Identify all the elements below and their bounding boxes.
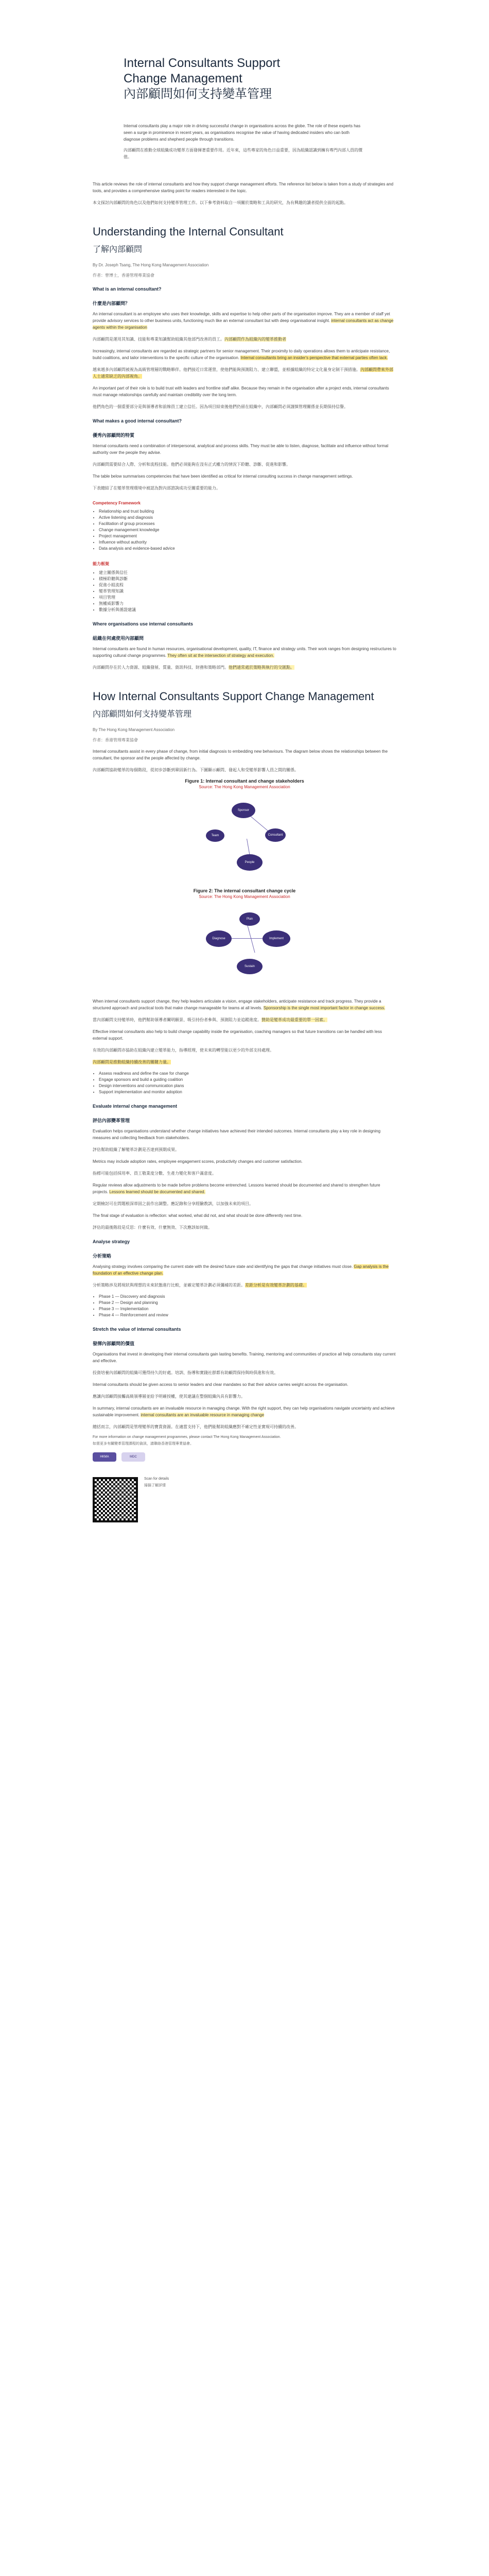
body-paragraph: 應讓內部顧問接觸高級領導層並給予明確授權，使其建議在整個組織內具有影響力。 — [93, 1394, 245, 1399]
figure-source: Source: The Hong Kong Management Association — [199, 894, 290, 899]
highlight: Gap analysis is the foundation of an effective change plan. — [93, 1264, 389, 1276]
list-item: • Project management — [99, 533, 396, 539]
body-paragraph: Organisations that invest in developing their internal consultants gain lasting benefits. Training, mentoring and communities of practice all help consultants stay current and effective. — [93, 1352, 396, 1363]
intro-zh: 內部顧問在推動全球組織成功變革方面發揮著重要作用。近年來，這些專家的角色日益重要，因為組織認識到擁有專門內部人員的價值。 — [124, 148, 362, 159]
list-item: • Assess readiness and define the case for change — [99, 1071, 396, 1077]
question-heading: Analyse strategy — [93, 1239, 130, 1244]
body-paragraph: When internal consultants support change, they help leaders articulate a vision, engage stakeholders, anticipate resistance and track progress. They provide a structured approach and practical tools that make change manageable for teams at all levels. — [93, 999, 381, 1010]
section-heading: How Internal Consultants Support Change Management — [93, 690, 374, 703]
body-paragraph: The final stage of evaluation is reflection: what worked, what did not, and what should be done differently next time. — [93, 1213, 303, 1218]
list-item: • 積極聆聽與診斷 — [99, 576, 396, 582]
list-item: • Facilitation of group processes — [99, 521, 396, 527]
body-paragraph: 本文探討內部顧問的角色以及他們如何支持變革管理工作。以下參考資料取自一項關於策略和工具的研究，為有興趣的讀者提供全面的起點。 — [93, 200, 348, 205]
list-item: • 項目管理 — [99, 595, 396, 601]
hkma-logo: HKMA — [93, 1452, 116, 1462]
highlight: 內部顧問是推動組織持續改善的關鍵力量。 — [93, 1060, 171, 1064]
body-paragraph: 定期檢討可在問題根深蒂固之前作出調整。應記錄和分享經驗教訓，以加強未來的項目。 — [93, 1201, 253, 1206]
highlight: Lessons learned should be documented and shared. — [109, 1190, 205, 1194]
diagram-node-consultant: Consultant — [265, 828, 286, 842]
highlight: internal consultants are an invaluable resource in managing change — [141, 1413, 265, 1417]
list-item: • 數據分析與循證建議 — [99, 607, 396, 613]
body-paragraph: Regular reviews allow adjustments to be made before problems become entrenched. Lessons learned should be documented and shared to strengthen future projects. — [93, 1183, 380, 1194]
highlight: Sponsorship is the single most important factor in change success. — [263, 1006, 386, 1010]
list-item: • Change management knowledge — [99, 527, 396, 533]
figure-source: Source: The Hong Kong Management Association — [199, 785, 290, 789]
footer-note: For more information on change management programmes, please contact The Hong Kong Management Association. — [93, 1435, 281, 1439]
list-item: • Engage sponsors and build a guiding coalition — [99, 1077, 396, 1083]
body-paragraph: 他們角色的一個重要部分是與領導者和前線員工建立信任。因為項目結束後他們仍留在組織中，內部顧問必須謹慎管理關係並長期保持信譽。 — [93, 404, 348, 409]
section-heading: Understanding the Internal Consultant — [93, 225, 284, 238]
intro-en: Internal consultants play a major role in driving successful change in organisations across the globe. The role of these experts has seen a surge in prominence in recent years, as organisations recognise the value of having dedicated insiders who can both diagnose problems and shepherd people through transitions. — [124, 124, 361, 142]
diagram-node-team: Team — [206, 829, 224, 842]
list-item: • Design interventions and communication plans — [99, 1083, 396, 1089]
question-heading: Stretch the value of internal consultants — [93, 1327, 181, 1332]
body-paragraph: Effective internal consultants also help to build change capability inside the organisation, coaching managers so that future transitions can be handled with less external support. — [93, 1029, 382, 1041]
list-item: • Phase 3 — Implementation — [99, 1306, 396, 1312]
list-item: • Active listening and diagnosis — [99, 515, 396, 521]
question-heading-zh: 分析策略 — [93, 1253, 112, 1259]
byline: By Dr. Joseph Tsang, The Hong Kong Management Association — [93, 263, 209, 267]
question-heading-zh: 什麼是內部顧問？ — [93, 301, 130, 306]
question-heading: Evaluate internal change management — [93, 1104, 178, 1109]
intro — [124, 123, 365, 160]
list-item: • 建立關係與信任 — [99, 570, 396, 576]
list-item: • Phase 1 — Discovery and diagnosis — [99, 1294, 396, 1300]
body-paragraph: 有效的內部顧問亦協助在組織內建立變革能力，指導經理，使未來的轉型能以更少的外部支持處理。 — [93, 1048, 274, 1053]
body-paragraph: Internal consultants assist in every phase of change, from initial diagnosis to embedding new behaviours. The diagram below shows the relationships between the consultant, the sponsor and the people affected by change. — [93, 749, 388, 760]
list-item: • Influence without authority — [99, 539, 396, 546]
list-item: • 促進小組流程 — [99, 582, 396, 588]
list-item: • Data analysis and evidence-based advice — [99, 546, 396, 552]
body-paragraph: Metrics may include adoption rates, employee engagement scores, productivity changes and customer satisfaction. — [93, 1159, 303, 1164]
question-heading: Where organisations use internal consultants — [93, 621, 194, 626]
question-heading-zh: 發揮內部顧問的價值 — [93, 1341, 135, 1346]
diagram-node-implement: Implement — [263, 930, 290, 947]
body-paragraph: In summary, internal consultants are an invaluable resource in managing change. With the right support, they can help organisations navigate uncertainty and achieve sustainable improvement. — [93, 1406, 395, 1417]
list-item: • 變革管理知識 — [99, 588, 396, 595]
body-paragraph: 下表總結了在變革管理環境中被認為對內部諮詢成功至關重要的能力。 — [93, 486, 220, 490]
body-paragraph: An internal consultant is an employee who uses their knowledge, skills and expertise to help other parts of the organisation improve. They are a member of staff yet provide advisory services to other business units, functioning much like an external consultant but with deep organisational insight. — [93, 312, 390, 323]
body-paragraph: Internal consultants should be given access to senior leaders and clear mandates so that their advice carries weight across the organisation. — [93, 1382, 348, 1387]
body-paragraph: The table below summarises competencies that have been identified as critical for internal consulting success in change management settings. — [93, 474, 353, 479]
diagram-node-sustain: Sustain — [237, 959, 263, 974]
question-heading: What is an internal consultant? — [93, 286, 162, 292]
scan-label-zh: 掃描了解詳情 — [144, 1484, 166, 1487]
change-cycle-diagram — [93, 902, 396, 990]
phases-list — [93, 1294, 396, 1318]
highlight: Internal consultants bring an insider's perspective that external parties often lack. — [240, 355, 388, 360]
question-heading-zh: 優秀內部顧問的特質 — [93, 433, 135, 438]
diagram-node-diagnose: Diagnose — [206, 930, 232, 947]
highlight: 內部顧問作為組織內的變革推動者 — [224, 337, 286, 342]
page-title — [124, 56, 396, 102]
diagram-node-people: People — [237, 854, 263, 871]
section-heading-zh: 了解內部顧問 — [93, 245, 143, 254]
competency-list — [93, 509, 396, 552]
title-en-1: Internal Consultants Support — [124, 56, 281, 70]
body-paragraph: 評估的最後階段是反思：什麼有效、什麼無效、下次應該如何做。 — [93, 1225, 212, 1230]
competency-title-zh: 能力框架 — [93, 562, 109, 566]
list-item: • 無權威影響力 — [99, 601, 396, 607]
byline: By The Hong Kong Management Association — [93, 727, 175, 732]
list-item: • Support implementation and monitor adoption — [99, 1089, 396, 1095]
competency-list-zh — [93, 570, 396, 613]
list-item: • Phase 2 — Design and planning — [99, 1300, 396, 1306]
scan-label: Scan for details — [144, 1477, 169, 1481]
highlight: They often sit at the intersection of strategy and execution. — [167, 653, 274, 658]
question-heading-zh: 評估內部變革管理 — [93, 1118, 130, 1123]
body-paragraph: 分析策略涉及將現狀與理想的未來狀態進行比較，並確定變革計劃必須彌補的差距。 — [93, 1283, 245, 1287]
diagram-node-sponsor: Sponsor — [232, 803, 255, 818]
question-heading: What makes a good internal consultant? — [93, 418, 182, 423]
body-paragraph: 指標可能包括採用率、員工敬業度分數、生產力變化和客戶滿意度。 — [93, 1171, 216, 1176]
body-paragraph: 越來越多內部顧問被視為高級管理層的戰略夥伴。他們接近日常運營，使他們能夠預測阻力、建立聯盟，並根據組織的特定文化量身定制干預措施。 — [93, 367, 360, 372]
list-item: • Phase 4 — Reinforcement and review — [99, 1312, 396, 1318]
body-paragraph: 內部顧問協助變革的每個階段，從初步診斷到鞏固新行為。下圖顯示顧問、發起人和受變革影響人員之間的關係。 — [93, 768, 299, 772]
stakeholder-diagram — [93, 792, 396, 880]
body-paragraph: Internal consultants are found in human resources, organisational development, quality, IT, finance and strategy units. Their work ranges from designing restructures to supporting cultural change programmes. — [93, 647, 396, 658]
highlight: 差距分析是有效變革計劃的基礎。 — [245, 1283, 307, 1287]
highlight: 贊助是變革成功最重要的單一因素。 — [261, 1018, 327, 1022]
footer-note-zh: 如需更多有關變革管理課程的資訊，請聯絡香港管理專業協會。 — [93, 1442, 194, 1446]
body-paragraph: 內部顧問存在於人力資源、組織發展、質量、資訊科技、財務和策略部門。 — [93, 665, 229, 670]
logo-row — [93, 1452, 396, 1462]
body-paragraph: 總括而言，內部顧問是管理變革的寶貴資源。在適當支持下，他們能幫助組織應對不確定性並實現可持續的改善。 — [93, 1425, 299, 1429]
list-item: • Relationship and trust building — [99, 509, 396, 515]
qr-code-icon[interactable] — [93, 1477, 138, 1522]
body-paragraph: An important part of their role is to build trust with leaders and frontline staff alike. Because they remain in the organisation after a project ends, internal consultants must manage relationships carefully and maintain credibility over the long term. — [93, 386, 389, 397]
title-en-2: Change Management — [124, 72, 242, 86]
body-paragraph: Increasingly, internal consultants are regarded as strategic partners for senior management. Their proximity to daily operations allows them to anticipate resistance, build coalitions, and tailor interventions to the specific culture of the organisation. — [93, 349, 390, 360]
body-paragraph: 投資培養內部顧問的組織可獲得持久的好處。培訓、指導和實踐社群都有助顧問保持與時俱進和有效。 — [93, 1370, 278, 1375]
question-heading-zh: 組織在何處使用內部顧問 — [93, 636, 144, 641]
section-heading-zh: 內部顧問如何支持變革管理 — [93, 710, 192, 719]
title-zh: 內部顧問如何支持變革管理 — [124, 87, 272, 101]
body-paragraph: This article reviews the role of internal consultants and how they support change management efforts. The reference list below is taken from a study of strategies and tools, and provides a comprehensive starting point for readers interested in the topic. — [93, 182, 394, 193]
competency-title: Competency Framework — [93, 501, 141, 505]
byline-zh: 作者：曾博士，香港管理專業協會 — [93, 273, 154, 278]
body-paragraph: 內部顧問需要結合人際、分析和流程技能。他們必須能夠在沒有正式權力的情況下聆聽、診斷、促進和影響。 — [93, 462, 290, 467]
figure-title: Figure 2: The internal consultant change cycle — [193, 888, 296, 893]
body-paragraph: 評估幫助組織了解變革計劃是否達到預期成果。 — [93, 1147, 179, 1152]
diagram-node-plan: Plan — [239, 912, 260, 926]
highlight: 他們通常處於策略與執行的交匯點。 — [229, 665, 294, 670]
body-paragraph: Evaluation helps organisations understand whether change initiatives have achieved their intended outcomes. Internal consultants play a key role in designing measures and collecting feedback from stakeholders. — [93, 1129, 381, 1140]
byline-zh: 作者：香港管理專業協會 — [93, 738, 138, 742]
body-paragraph: Internal consultants need a combination of interpersonal, analytical and process skills. They must be able to listen, diagnose, facilitate and influence without formal authority over the people they advise. — [93, 444, 389, 455]
mdc-logo: MDC — [121, 1452, 145, 1462]
body-paragraph: 內部顧問是運用其知識、技能和專業知識幫助組織其他部門改善的員工。 — [93, 337, 224, 342]
body-paragraph: 當內部顧問支持變革時，他們幫助領導者闡明願景、吸引持份者參與、預測阻力並追蹤進度。 — [93, 1018, 261, 1022]
steps-list — [93, 1071, 396, 1095]
body-paragraph: Analysing strategy involves comparing the current state with the desired future state and identifying the gaps that change initiatives must close. — [93, 1264, 353, 1269]
highlight: 內部顧問帶來外部人士通常缺乏的內部視角。 — [93, 367, 393, 379]
qr-section — [93, 1477, 396, 1522]
highlight: internal consultants act as change agents within the organisation — [93, 318, 394, 330]
article — [93, 0, 396, 1522]
figure-title: Figure 1: Internal consultant and change stakeholders — [185, 778, 304, 784]
